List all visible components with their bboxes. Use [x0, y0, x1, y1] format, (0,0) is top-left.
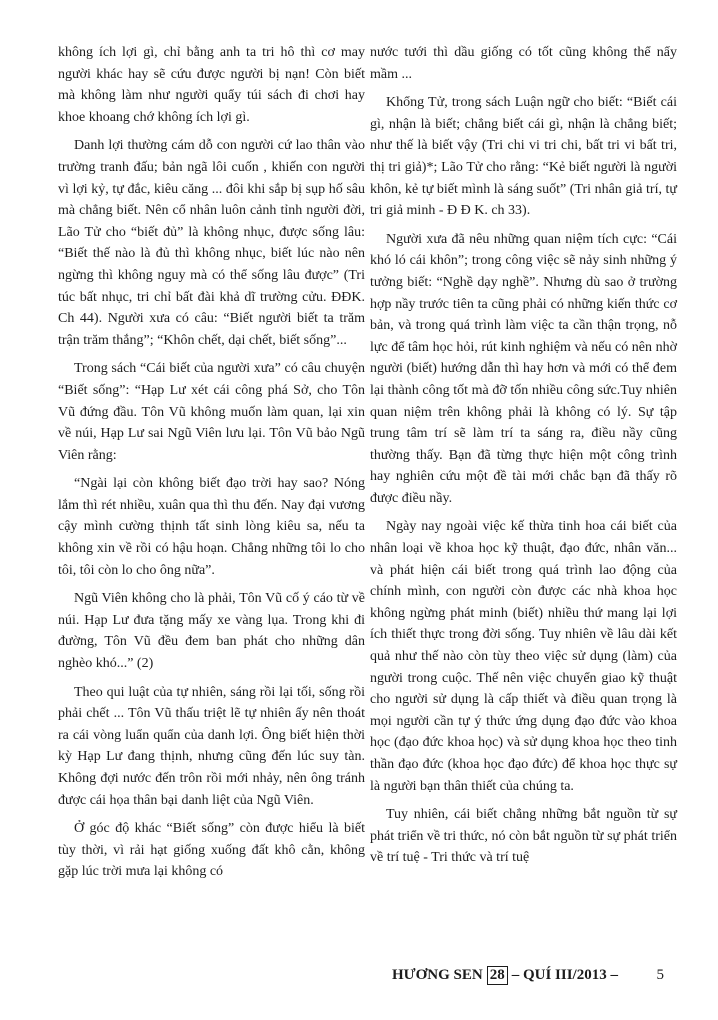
page-footer	[392, 964, 664, 986]
paragraph: Người xưa đã nêu những quan niệm tích cực: “Cái khó ló cái khôn”; trong công việc sẽ nảy sinh những ý tưởng biết: “Nghề dạy nghề”. Nhưng dù sao ở trường hợp nầy trước tiên ta cũng phải có những kiến thức cơ bản, và trong quá trình làm việc ta cần thận trọng, nỗ lực để tâm học hỏi, rút kinh nghiệm và nếu có nên nhờ người (biết) hướng dẫn thì hay hơn và mới có thể đem lại thành công tốt mà đỡ tốn nhiều công sức.Tuy nhiên quan niệm trên không phải là không có lý. Sự tập trung tâm trí sẽ làm trí ta sáng ra, điều nầy cũng thường thấy. Bạn đã từng thực hiện một công trình hay nghiên cứu một đề tài mới chắc bạn đã thấy rõ được điều nầy.	[370, 231, 677, 506]
paragraph: “Ngài lại còn không biết đạo trời hay sao? Nóng lắm thì rét nhiều, xuân qua thì thu đến. Nay đại vương cậy mình cường thịnh tất sinh lòng kiêu sa, nếu ta không xin về rồi có hậu hoạn. Chẳng những tôi lo cho tôi, tôi còn lo cho ông nữa”.	[58, 476, 365, 578]
paragraph: nước tưới thì dầu giống có tốt cũng không thể nẩy mầm ...	[370, 45, 677, 82]
paragraph: Khổng Tử, trong sách Luận ngữ cho biết: “Biết cái gì, nhận là biết; chẳng biết cái gì, nhận là chẳng biết; như thế là biết vậy (Tri chi vi tri chi, bất tri vi bất tri, thị tri giả)*; Lão Tử cho rằng: “Kẻ biết người là người khôn, kẻ tự biết mình là sáng suốt” (Tri nhân giả trí, tự tri giả minh - Đ Đ K. ch 33).	[370, 95, 677, 219]
paragraph: Trong sách “Cái biết của người xưa” có câu chuyện “Biết sống”: “Hạp Lư xét cái công phá Sở, cho Tôn Vũ đứng đầu. Tôn Vũ không muốn làm quan, lại xin về núi, Hạp Lư sai Ngũ Viên lưu lại. Tôn Vũ bảo Ngũ Viên rằng:	[58, 361, 365, 463]
paragraph: Tuy nhiên, cái biết chẳng những bắt nguồn từ sự phát triển về tri thức, nó còn bắt nguồn từ sự phát triển về trí tuệ - Tri thức và trí tuệ	[370, 807, 677, 866]
issue-quarter: – QUÍ III/2013 –	[511, 966, 618, 983]
paragraph: Ngày nay ngoài việc kế thừa tinh hoa cái biết của nhân loại về khoa học kỹ thuật, đạo đức, nhân văn... và phát hiện cái biết trong quá trình lao động của chính mình, con người còn được các nhà khoa học không ngừng phát minh (biết) nhiều thứ mang lại lợi ích thiết thực trong đời sống. Tuy nhiên về lâu dài kết quả như thế nào còn tùy theo việc sử dụng (làm) của người trong cuộc. Thế nên việc chuyển giao kỹ thuật cho người sử dụng là cấp thiết và điều quan trọng là mọi người cần tự ý thức ứng dụng đạo đức vào khoa học (đạo đức khoa học) và sử dụng khoa học theo tinh thần đạo đức (khoa học đạo đức) để khoa học thực sự là người bạn thân thiết của chúng ta.	[370, 519, 677, 794]
issue-number: 28	[487, 966, 508, 985]
magazine-title: HƯƠNG SEN	[392, 966, 483, 983]
page-number: 5	[656, 966, 664, 983]
paragraph: Ở góc độ khác “Biết sống” còn được hiểu là biết tùy thời, vì rải hạt giống xuống đất khô cằn, không gặp lúc trời mưa lại không có	[58, 821, 365, 880]
paragraph: Theo qui luật của tự nhiên, sáng rồi lại tối, sống rồi phải chết ... Tôn Vũ thấu triệt lẽ tự nhiên ấy nên thoát ra cái vòng luẩn quẩn của danh lợi. Ông biết hiện thời kỳ Hạp Lư đang thịnh, nhưng cũng đến lúc suy tàn. Không đợi nước đến trôn rồi mới nhảy, nên ông tránh được cái họa thân bại danh liệt của Ngũ Viên.	[58, 684, 365, 808]
paragraph: Ngũ Viên không cho là phải, Tôn Vũ cố ý cáo từ về núi. Hạp Lư đưa tặng mấy xe vàng lụa. Trong khi đi đường, Tôn Vũ đều đem ban phát cho những dân nghèo khó...” (2)	[58, 591, 365, 672]
right-column	[370, 42, 677, 876]
paragraph: không ích lợi gì, chỉ bằng anh ta tri hô thì cơ may người khác hay sẽ cứu được người bị nạn! Còn biết mà không làm như người quẩy túi sách đi chơi hay khoe khoang chớ không ích lợi gì.	[58, 45, 365, 125]
paragraph: Danh lợi thường cám dỗ con người cứ lao thân vào trường tranh đấu; bản ngã lôi cuốn , khiến con người vì lợi kỷ, tự đắc, kiêu căng ... đôi khi sắp bị sụp hố sâu mà chẳng biết. Nên cổ nhân luôn cảnh tỉnh người đời, Lão Tử cho “biết đủ” là không nhục, được sống lâu: “Biết thế nào là đủ thì không nhục, biết lúc nào nên ngừng thì không nguy mà có thể sống lâu được” (Tri túc bất nhục, tri chỉ bất đài khả dĩ trường cửu. ĐĐK. Ch 44). Người xưa có câu: “Biết người biết ta trăm trận trăm thắng”; “Khôn chết, dại chết, biết sống”...	[58, 138, 365, 348]
left-column	[58, 42, 365, 890]
